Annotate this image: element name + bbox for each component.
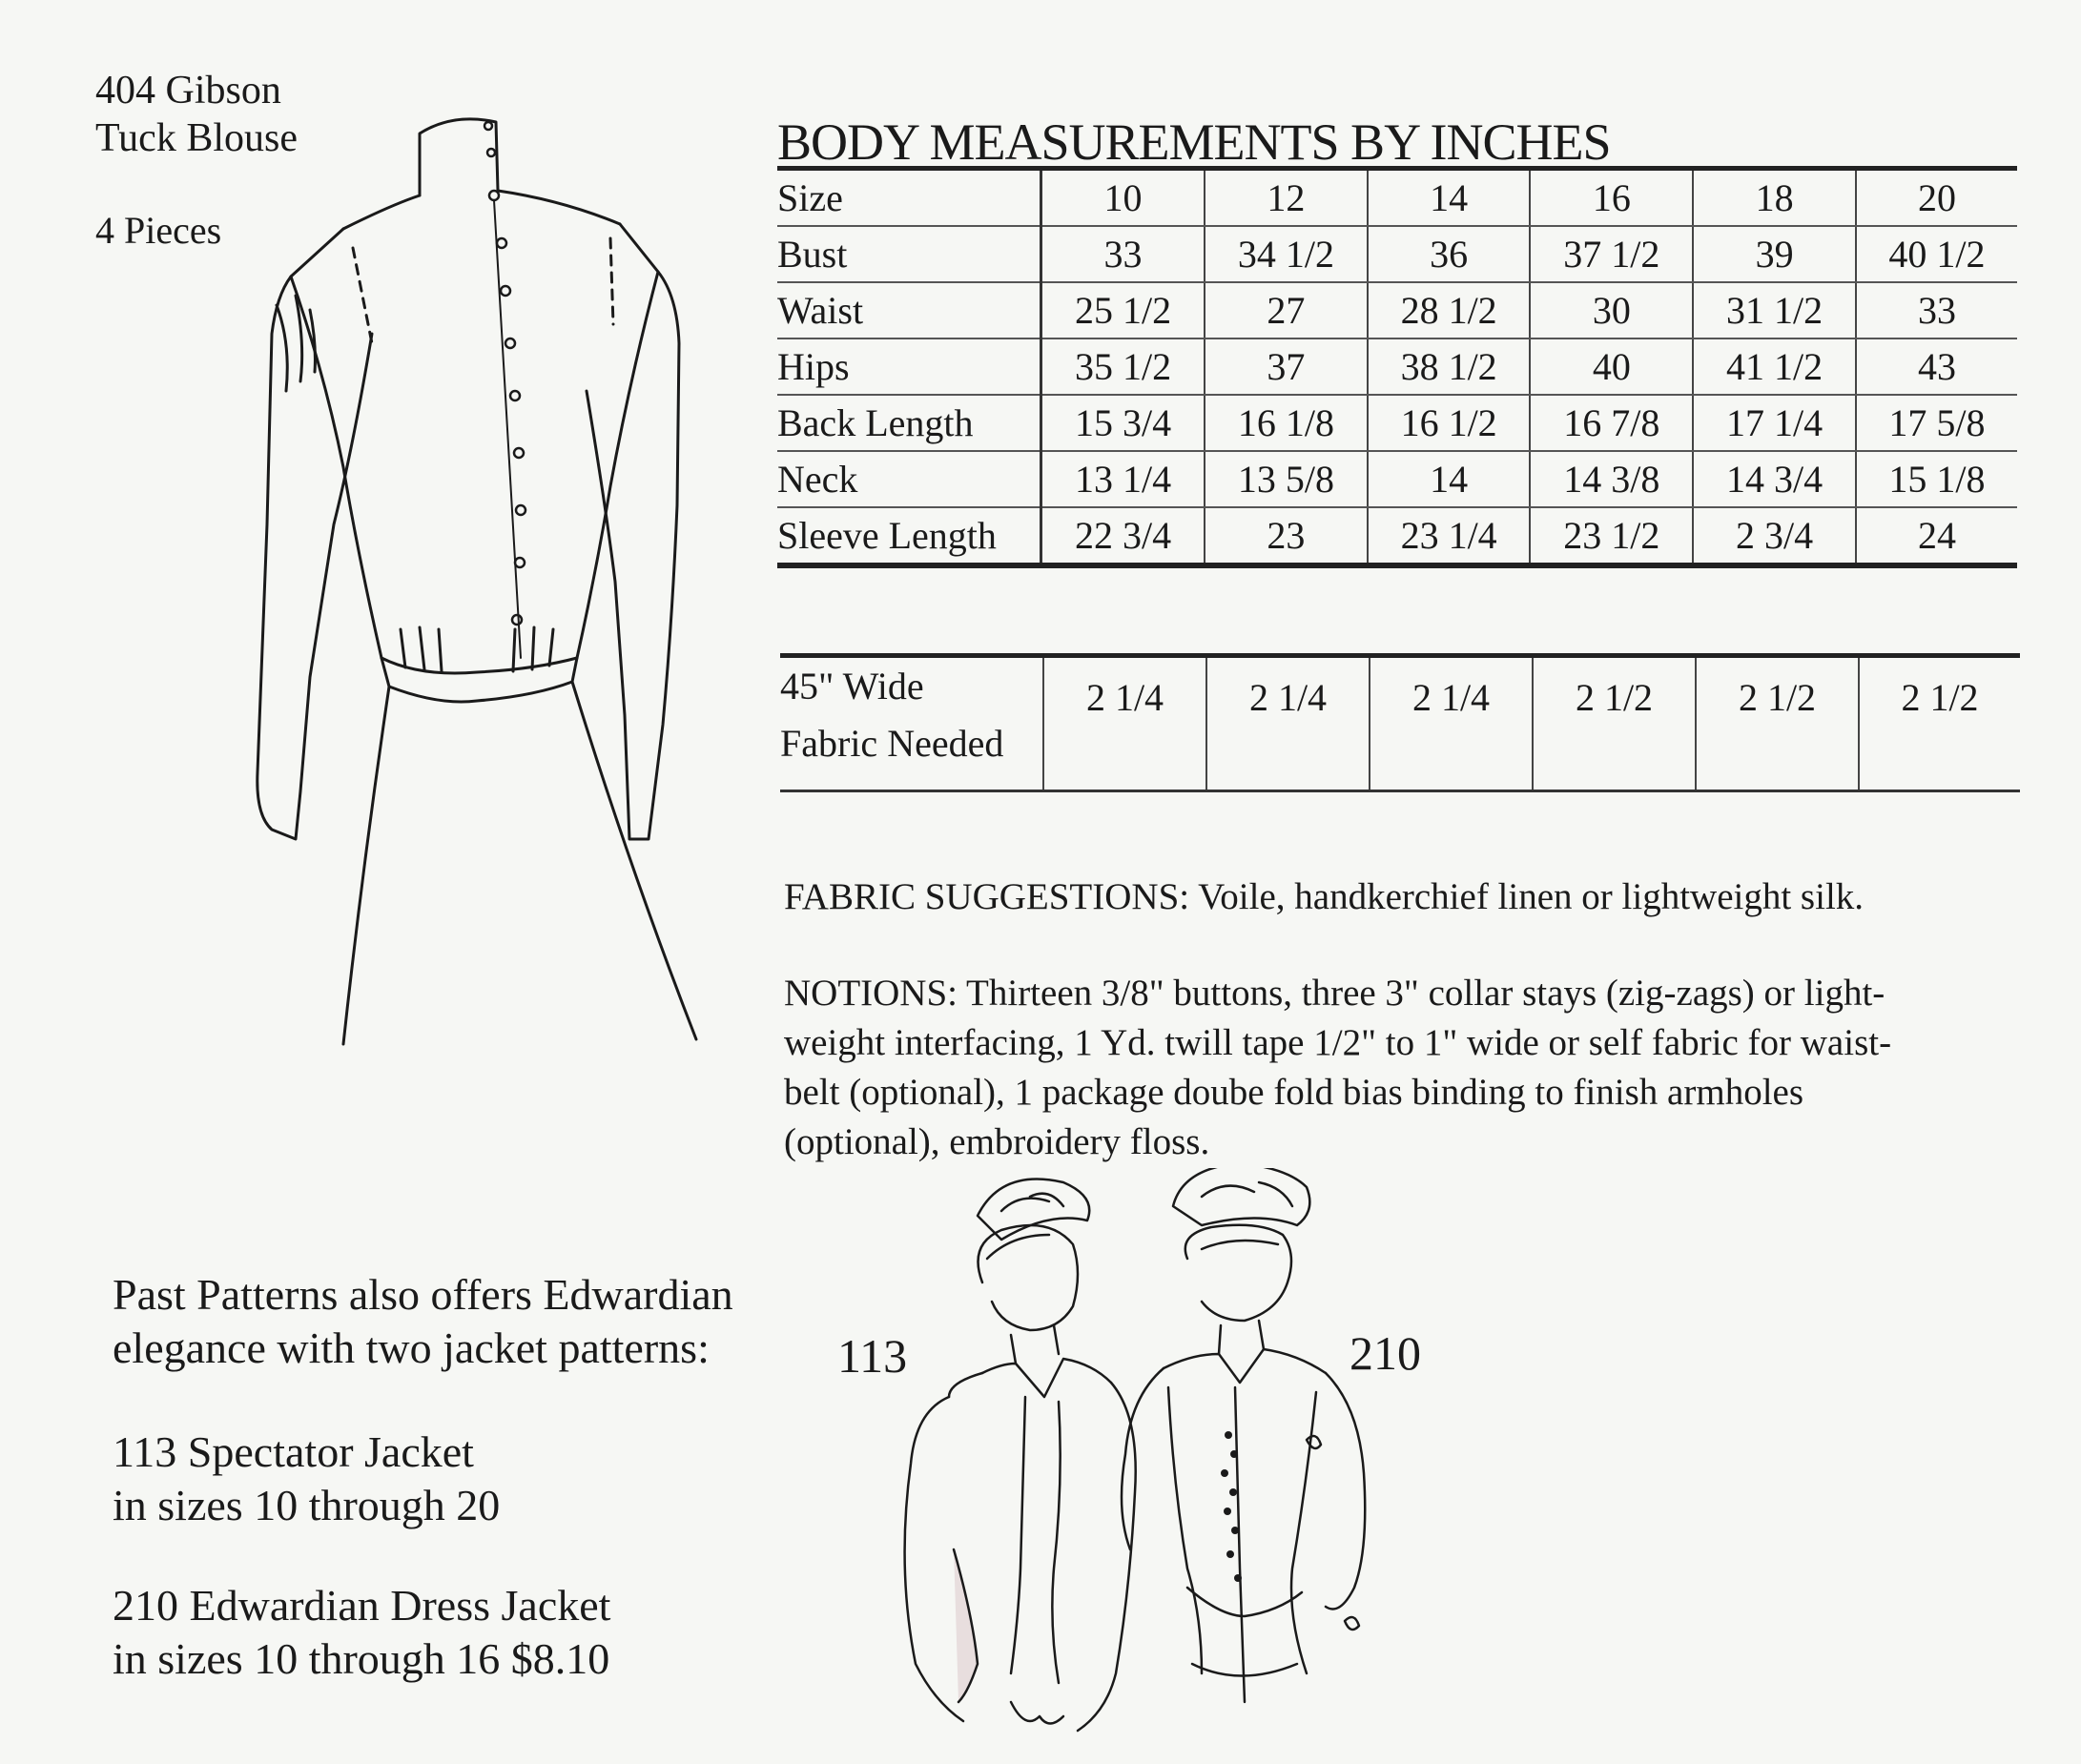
table-row (777, 507, 2017, 565)
table-cell: 33 (1041, 226, 1205, 282)
table-cell: 30 (1530, 282, 1693, 338)
table-cell: 41 1/2 (1693, 338, 1856, 395)
table-cell: 23 1/2 (1530, 507, 1693, 565)
table-cell: 17 1/4 (1693, 395, 1856, 451)
table-row (777, 226, 2017, 282)
table-cell: 40 1/2 (1856, 226, 2017, 282)
table-cell: 13 5/8 (1205, 451, 1368, 507)
table-cell: 2 1/4 (1043, 656, 1206, 791)
figure-113 (905, 1179, 1136, 1731)
table-cell: 38 1/2 (1368, 338, 1531, 395)
callout-210: 210 (1350, 1326, 1421, 1380)
table-cell: 35 1/2 (1041, 338, 1205, 395)
advert-intro-line: Past Patterns also offers Edwardian (113, 1270, 733, 1319)
table-cell: 16 (1530, 169, 1693, 227)
notions (784, 969, 2024, 1167)
row-label: Back Length (777, 395, 1041, 451)
table-cell: 14 3/8 (1530, 451, 1693, 507)
table-row (777, 169, 2017, 227)
table-cell: 15 1/8 (1856, 451, 2017, 507)
table-cell: 2 1/2 (1901, 676, 1979, 719)
table-row (777, 451, 2017, 507)
figure-210 (1122, 1168, 1365, 1702)
row-label: Size (777, 169, 1041, 227)
table-row (777, 338, 2017, 395)
advert-jacket-210 (113, 1579, 610, 1686)
pattern-number-title: 404 Gibson (95, 69, 281, 113)
table-cell: 40 (1530, 338, 1693, 395)
row-label: Hips (777, 338, 1041, 395)
row-label: Neck (777, 451, 1041, 507)
table-cell: 13 1/4 (1041, 451, 1205, 507)
table-cell: 24 (1917, 514, 1956, 557)
advert-jacket-sizes: in sizes 10 through 20 (113, 1481, 501, 1529)
table-cell: 14 (1368, 451, 1531, 507)
measurements-table (777, 166, 2017, 568)
notions-line: weight interfacing, 1 Yd. twill tape 1/2" to 1" wide or self fabric for waist- (784, 1022, 1892, 1063)
notions-line: belt (optional), 1 package doube fold bias binding to finish armholes (784, 1072, 1804, 1113)
table-cell: 39 (1693, 226, 1856, 282)
table-cell: 2 1/4 (1206, 656, 1370, 791)
table-cell: 2 1/2 (1533, 656, 1696, 791)
table-cell: 2 3/4 (1693, 507, 1856, 565)
table-cell: 20 (1856, 169, 2017, 227)
table-cell: 23 1/4 (1368, 507, 1531, 565)
table-cell: 31 1/2 (1693, 282, 1856, 338)
fabric-label (780, 656, 1043, 791)
table-cell: 33 (1856, 282, 2017, 338)
fabric-label-line2: Fabric Needed (780, 722, 1004, 765)
table-row (780, 656, 2020, 791)
table-cell: 14 3/4 (1693, 451, 1856, 507)
table-cell: 43 (1856, 338, 2017, 395)
row-label: Sleeve Length (777, 507, 1041, 565)
advert-jacket-name: 210 Edwardian Dress Jacket (113, 1581, 611, 1630)
table-row (777, 395, 2017, 451)
fabric-label-line1: 45" Wide (780, 665, 924, 708)
table-cell: 14 (1368, 169, 1531, 227)
table-cell: 15 3/4 (1041, 395, 1205, 451)
advert-intro (113, 1268, 733, 1375)
table-cell: 34 1/2 (1205, 226, 1368, 282)
table-cell: 27 (1205, 282, 1368, 338)
table-cell: 37 (1205, 338, 1368, 395)
table-cell: 25 1/2 (1041, 282, 1205, 338)
notions-line: (optional), embroidery floss. (784, 1121, 1210, 1162)
row-label: Bust (777, 226, 1041, 282)
callout-113: 113 (837, 1329, 908, 1383)
measurements-title: BODY MEASUREMENTS BY INCHES (777, 113, 1611, 171)
advert-jacket-sizes: in sizes 10 through 16 $8.10 (113, 1634, 610, 1683)
table-cell: 12 (1205, 169, 1368, 227)
table-cell: 23 (1205, 507, 1368, 565)
table-cell: 16 7/8 (1530, 395, 1693, 451)
table-cell: 2 1/4 (1370, 656, 1533, 791)
row-label: Waist (777, 282, 1041, 338)
table-cell: 22 3/4 (1041, 507, 1205, 565)
advert-jacket-name: 113 Spectator Jacket (113, 1427, 474, 1476)
table-cell: 37 1/2 (1530, 226, 1693, 282)
table-row (777, 282, 2017, 338)
table-cell: 10 (1041, 169, 1205, 227)
table-cell: 28 1/2 (1368, 282, 1531, 338)
pattern-subtitle: Tuck Blouse (95, 116, 298, 160)
advert-jacket-113 (113, 1426, 500, 1532)
table-cell: 2 1/2 (1696, 656, 1859, 791)
table-cell: 36 (1368, 226, 1531, 282)
table-cell: 16 1/2 (1368, 395, 1531, 451)
table-cell: 18 (1693, 169, 1856, 227)
fabric-needed-table (780, 653, 2020, 792)
fabric-suggestions: FABRIC SUGGESTIONS: Voile, handkerchief linen or lightweight silk. (784, 876, 1865, 917)
jacket-figures-illustration (858, 1168, 1411, 1740)
table-cell: 16 1/8 (1205, 395, 1368, 451)
advert-intro-line: elegance with two jacket patterns: (113, 1323, 710, 1372)
pattern-pieces: 4 Pieces (95, 209, 222, 252)
table-cell: 17 5/8 (1856, 395, 2017, 451)
notions-line: NOTIONS: Thirteen 3/8" buttons, three 3" collar stays (zig-zags) or light- (784, 973, 1885, 1014)
blouse-back-illustration (248, 105, 706, 1049)
